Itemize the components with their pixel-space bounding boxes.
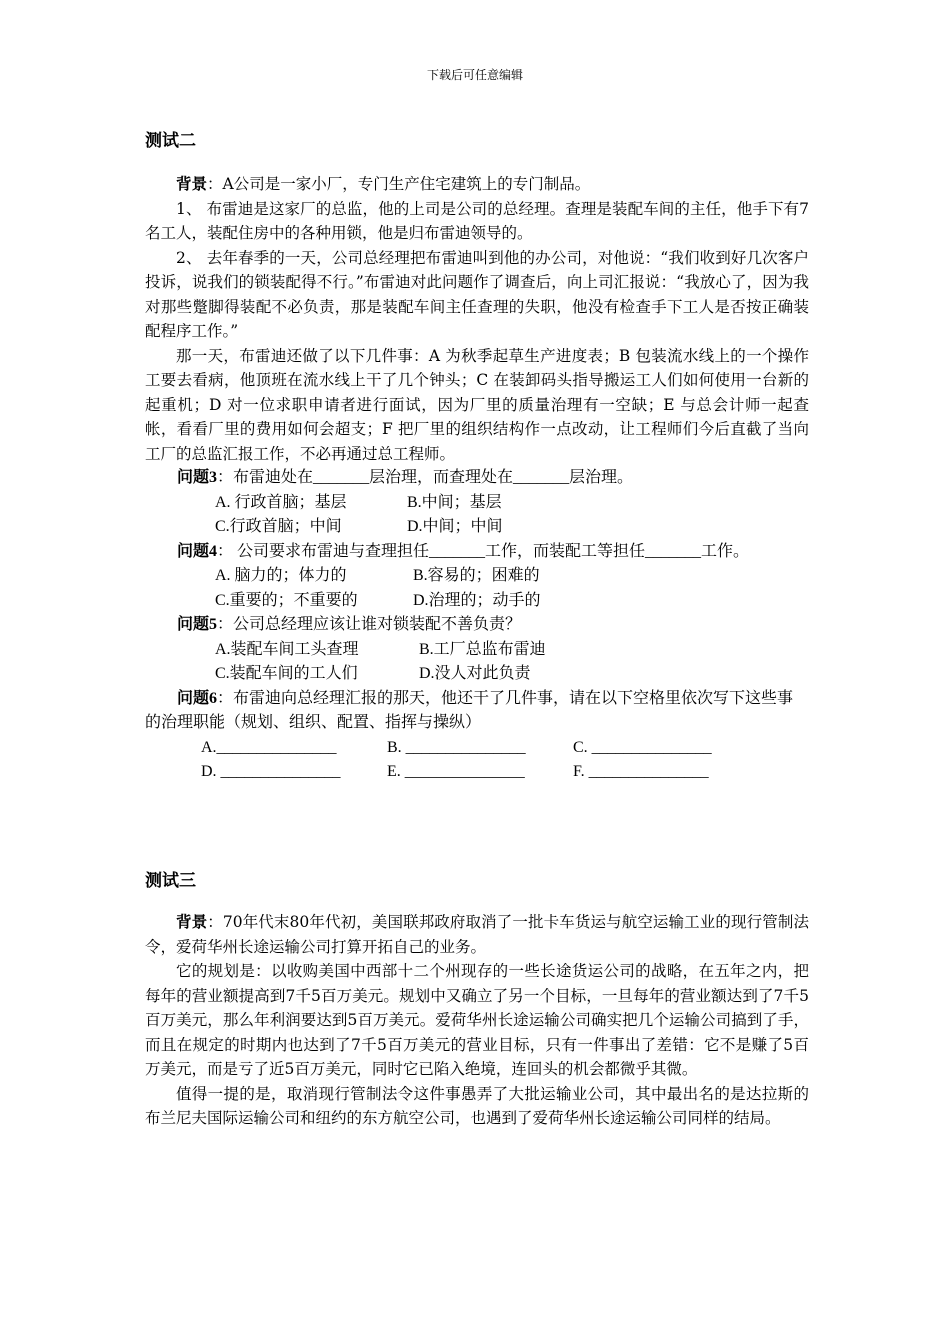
answer-blank-e: E. _______________: [387, 763, 525, 780]
question-4-options-row-1: [145, 564, 809, 589]
option: D.没人对此负责: [419, 665, 531, 682]
question-6-label: 问题6: [177, 689, 218, 707]
paragraph-1: 1、 布雷迪是这家厂的总监，他的上司是公司的总经理。查理是装配车间的主任，他手下有7名工人，装配住房中的各种用锁，他是归布雷迪领导的。: [145, 199, 809, 242]
question-3-options-row-1: [145, 491, 809, 516]
answer-blank-a: A._______________: [201, 738, 337, 756]
question-4: [145, 540, 809, 565]
option: D.治理的；动手的: [413, 591, 541, 609]
question-3-text: ：布雷迪处在_______层治理，而查理处在_______层治理。: [217, 469, 634, 486]
question-5-options-row-1: [145, 638, 809, 663]
background-label: 背景: [176, 912, 208, 931]
section-title-test-2: 测试二: [145, 131, 196, 151]
background-text: ：A公司是一家小厂，专门生产住宅建筑上的专门制品。: [207, 175, 591, 193]
option: B.工厂总监布雷迪: [419, 640, 546, 658]
answer-blank-d: D. _______________: [201, 763, 341, 780]
answer-blank-c: C. _______________: [573, 738, 712, 756]
question-3: [145, 466, 809, 491]
background-text: ：70年代末80年代初，美国联邦政府取消了一批卡车货运与航空运输工业的现行管制法令，爱荷华州长途运输公司打算开拓自己的业务。: [145, 913, 809, 956]
background-paragraph: [145, 172, 809, 197]
option: A.装配车间工头查理: [215, 640, 359, 658]
question-5-text: ：公司总经理应该让谁对锁装配不善负责？: [217, 616, 522, 633]
option: B.容易的；困难的: [413, 567, 540, 584]
answer-blank-b: B. _______________: [387, 738, 526, 756]
option: B.中间；基层: [407, 493, 502, 511]
paragraph-2: 值得一提的是，取消现行管制法令这件事愚弄了大批运输业公司，其中最出名的是达拉斯的布兰尼夫国际运输公司和纽约的东方航空公司，也遇到了爱荷华州长途运输公司同样的结局。: [145, 1084, 809, 1127]
question-4-text: ： 公司要求布雷迪与查理担任_______工作，而装配工等担任_______工作。: [217, 542, 750, 560]
question-4-options-row-2: [145, 589, 809, 614]
question-3-options-row-2: [145, 515, 809, 540]
question-6-blanks-row-2: [145, 760, 809, 785]
question-6-blanks-row-1: [145, 736, 809, 761]
paragraph-1: 它的规划是：以收购美国中西部十二个州现存的一些长途货运公司的战略，在五年之内，把每年的营业额提高到7千5百万美元。规划中又确立了另一个目标，一旦每年的营业额达到了7千5百万美元，那么年利润要达到5百万美元。爱荷华州长途运输公司确实把几个运输公司搞到了手，而且在规定的时期内也达到了7千5百万美元的营业目标，只有一件事出了差错：它不是赚了5百万美元，而是亏了近5百万美元，同时它已陷入绝境，连回头的机会都微乎其微。: [145, 962, 809, 1078]
section-title-test-3: 测试三: [145, 871, 196, 891]
option: C.装配车间的工人们: [215, 665, 358, 682]
section-2-body: [145, 172, 809, 785]
paragraph-2: 2、 去年春季的一天，公司总经理把布雷迪叫到他的办公司，对他说：“我们收到好几次客户投诉，说我们的锁装配得不行。”布雷迪对此问题作了调查后，向上司汇报说：“我放心了，因为我对那些蹩脚得装配不必负责，那是装配车间主任查理的失职，他没有检查手下工人是否按正确装配程序工作。”: [145, 248, 809, 340]
paragraph-3: 那一天，布雷迪还做了以下几件事：A 为秋季起草生产进度表；B 包装流水线上的一个操作工要去看病，他顶班在流水线上干了几个钟头；C 在装卸码头指导搬运工人们如何使用一台新的起重机；D 对一位求职申请者进行面试，因为厂里的质量治理有一空缺；E 与总会计师一起查帐，看看厂里的费用如何会超支；F 把厂里的组织结构作一点改动，让工程师们今后直截了当向工厂的总监汇报工作，不必再通过总工程师。: [145, 346, 809, 463]
page-header: 下载后可任意编辑: [426, 68, 523, 82]
question-5-label: 问题5: [177, 616, 218, 633]
option: A. 行政首脑；基层: [215, 493, 347, 511]
option: C.重要的；不重要的: [215, 591, 358, 609]
question-6-text: ：布雷迪向总经理汇报的那天，他还干了几件事，请在以下空格里依次写下这些事的治理职能（规划、组织、配置、指挥与操纵）: [145, 689, 794, 731]
question-4-label: 问题4: [177, 542, 218, 560]
background-paragraph: [145, 910, 809, 959]
question-6: [145, 687, 809, 736]
option: A. 脑力的；体力的: [215, 567, 347, 584]
answer-blank-f: F. _______________: [573, 763, 709, 780]
question-5: [145, 613, 809, 638]
section-3-body: [145, 910, 809, 1131]
option: D.中间；中间: [407, 518, 503, 535]
question-5-options-row-2: [145, 662, 809, 687]
option: C.行政首脑；中间: [215, 518, 342, 535]
question-3-label: 问题3: [177, 469, 218, 486]
background-label: 背景: [176, 174, 208, 193]
